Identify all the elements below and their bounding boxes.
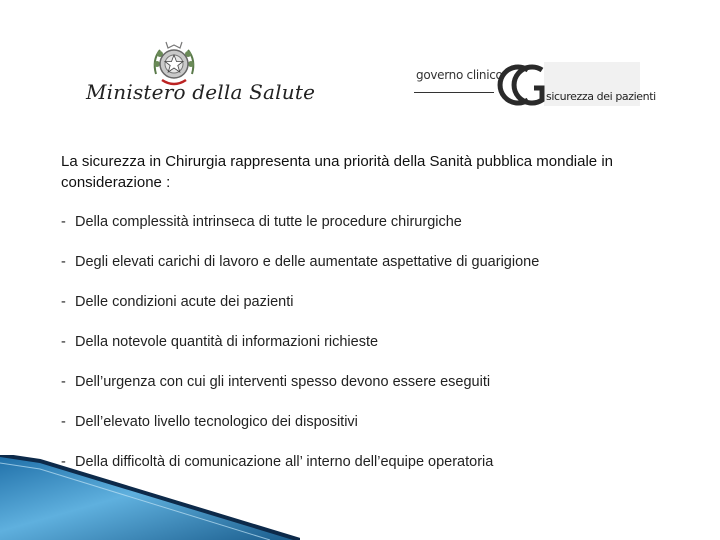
list-item-text: Della complessità intrinseca di tutte le procedure chirurgiche	[75, 214, 462, 230]
dash-marker: -	[61, 214, 66, 230]
dash-marker: -	[61, 414, 66, 430]
dash-marker: -	[61, 454, 66, 470]
list-item	[61, 372, 539, 412]
intro-paragraph: La sicurezza in Chirurgia rappresenta una priorità della Sanità pubblica mondiale in considerazione :	[61, 153, 613, 191]
list-item-text: Dell’urgenza con cui gli interventi spesso devono essere eseguiti	[75, 374, 491, 390]
list-item	[61, 412, 539, 452]
dash-marker: -	[61, 254, 66, 270]
list-item-text: Della difficoltà di comunicazione all’ interno dell’equipe operatoria	[75, 454, 494, 470]
governo-clinico-logo	[414, 60, 656, 110]
dash-marker: -	[61, 334, 66, 350]
bullet-list	[61, 212, 539, 492]
decorative-corner-graphic	[0, 455, 300, 540]
list-item-text: Dell’elevato livello tecnologico dei dispositivi	[75, 414, 358, 430]
list-item	[61, 252, 539, 292]
list-item-text: Della notevole quantità di informazioni richieste	[75, 334, 379, 350]
dash-marker: -	[61, 294, 66, 310]
sicurezza-pazienti-text: sicurezza dei pazienti	[546, 90, 656, 103]
list-item	[61, 292, 539, 332]
list-item-text: Delle condizioni acute dei pazienti	[75, 294, 294, 310]
gc-monogram-icon	[490, 60, 552, 110]
dash-marker: -	[61, 374, 66, 390]
governo-clinico-text: governo clinico	[416, 68, 503, 82]
ministry-logo-text: Ministero della Salute	[86, 80, 316, 104]
list-item-text: Degli elevati carichi di lavoro e delle aumentate aspettative di guarigione	[75, 254, 540, 270]
list-item	[61, 212, 539, 252]
logo-divider	[414, 92, 494, 93]
list-item	[61, 332, 539, 372]
